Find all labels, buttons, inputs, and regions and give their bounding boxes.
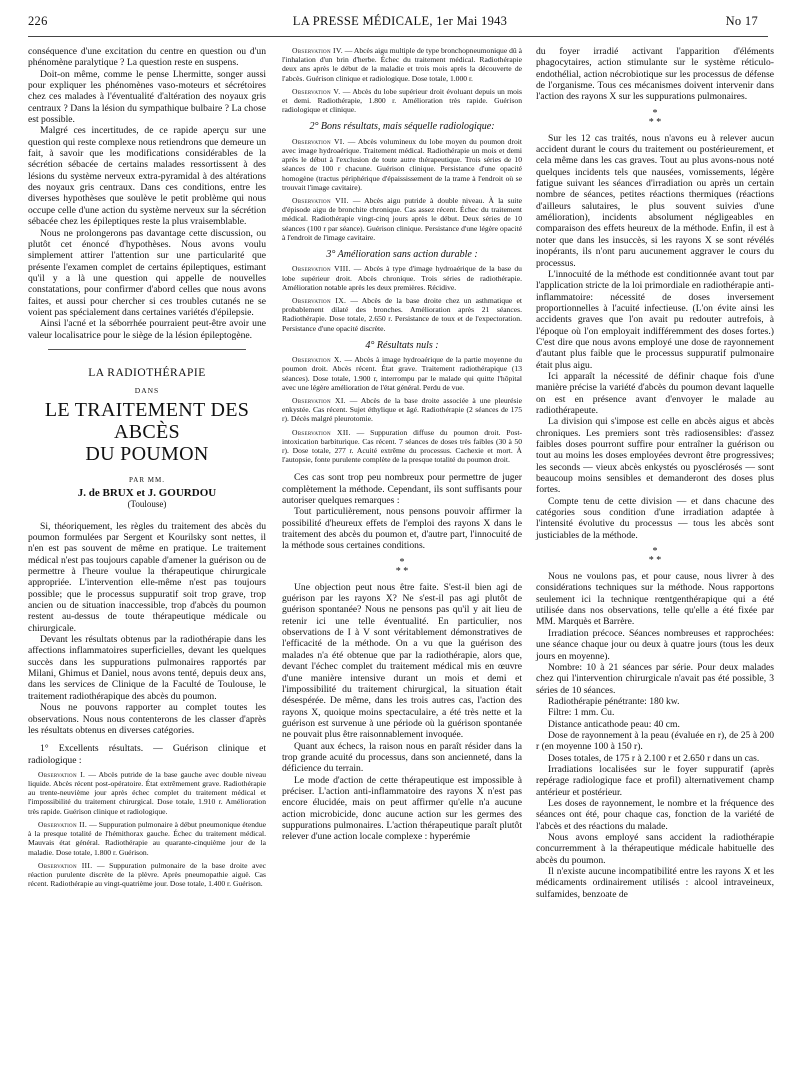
observation-label: Observation VIII. bbox=[292, 264, 351, 274]
observation-text: — Suppuration pulmonaire de la base droite avec réaction purulente discrète de la plèvre. Après pneumopathie aiguë. Cas récent. Radiothérapie au vingt-quatrième jour. Dose totale, 1.400 r. Guérison. bbox=[28, 860, 266, 889]
paragraph: du foyer irradié activant l'apparition d'éléments phagocytaires, action stimulante sur le système réticulo-endothélial, action nécrobiotique sur les processus de défense de l'organisme. Tous ces mécanismes doivent intervenir dans l'action des rayons X sur les suppurations pulmonaires. bbox=[536, 46, 774, 103]
column-1 bbox=[28, 46, 266, 888]
observation-text: — Abcès du lobe supérieur droit évoluant depuis un mois et demi. Radiothérapie, 1.800 r. Amélioration très rapide. Guérison radiologique et clinique. bbox=[282, 86, 522, 115]
paragraph: conséquence d'une excitation du centre en question ou d'un phénomène paralytique ? La question reste en suspens. bbox=[28, 46, 266, 69]
paragraph: Une objection peut nous être faite. S'est-il bien agi de guérison par les rayons X? Ne s'est-il pas agi plutôt de guérison spontanée? Nous ne pensons pas qu'il y ait lieu de retenir ici une telle éventualité. En particulier, nos observations de I à V sont véritablement démonstratives de l'efficacité de la méthode. On a vu que la guérison des malades n'a été obtenue que par la radiothérapie, alors que, devant l'échec complet du traitement médical mis en œuvre d'une manière intensive durant un mois et demi et l'impossibilité du traitement chirurgical, la situation était désespérée. De même, dans les trois autres cas, l'action des rayons X, quoique moins spectaculaire, a été très nette et la guérison est survenue à une période où la guérison spontanée ne pouvait plus être raisonnablement invoquée. bbox=[282, 581, 522, 741]
observation-text: — Abcès de la base droite chez un asthmatique et probablement dilaté des bronches. Amélioration après 21 séances. Radiothérapie. Dose totale, 2.650 r. Persistance de toux et de l'expectoration. Persistance d'une opacité discrète. bbox=[282, 295, 522, 333]
issue-number: No 17 bbox=[725, 14, 758, 28]
observation-label: Observation II. bbox=[38, 819, 88, 829]
section-stars: * * * bbox=[648, 107, 662, 128]
paragraph: Nous ne voulons pas, et pour cause, nous livrer à des considérations techniques sur la méthode. Nous rapportons seulement ici la technique rœntgenthérapique qui a été utilisée dans nos observations, telle qu'elle a été fixée par MM. Marquès et Barrère. bbox=[536, 571, 774, 628]
paragraph: Doses totales, de 175 r à 2.100 r et 2.650 r dans un cas. bbox=[548, 752, 760, 764]
paragraph: Distance anticathode peau: 40 cm. bbox=[548, 718, 680, 730]
observation-label: Observation I. bbox=[38, 769, 86, 779]
observation bbox=[282, 46, 522, 83]
observation-label: Observation VI. bbox=[292, 136, 345, 146]
journal-title: LA PRESSE MÉDICALE, 1er Mai 1943 bbox=[292, 14, 508, 28]
section-heading: 1° Excellents résultats. — Guérison clinique et radiologique : bbox=[28, 743, 266, 766]
paragraph: Sur les 12 cas traités, nous n'avons eu à relever aucun accident durant le cours du traitement ou postérieurement, et cela même dans les cas graves. Tout au plus avons-nous noté quelques incidents tels que nausées, vomissements, légère fatigue suivant les séances d'irradiation ou après un certain nombre de séances, petites réactions thermiques (réactions d'ailleurs salutaires, le plus souvent suivies d'une amélioration), incidents absolument négligeables en comparaison des effets heureux de la méthode. Enfin, il est à noter que dans les insuccès, si les rayons X se sont révélés inopérants, ils n'ont paru aucunement aggraver le cours du processus. bbox=[536, 132, 774, 269]
paragraph: Doit-on même, comme le pense Lhermitte, songer aussi pour expliquer les phénomènes vaso-moteurs et sécrétoires chez ces malades à l'éventualité d'altération des noyaux gris centraux ? Dans la lésion du sympathique bulbaire ? La chose est possible. bbox=[28, 68, 266, 126]
observation bbox=[28, 861, 266, 889]
paragraph: Irradiation précoce. Séances nombreuses et rapprochées: une séance chaque jour ou deux à quatre jours (tous les deux jours en moyenne). bbox=[536, 627, 774, 662]
article-city: (Toulouse) bbox=[127, 499, 167, 510]
paragraph: Ici apparaît la nécessité de définir chaque fois d'une manière précise la variété d'abcès du poumon devant laquelle on est en présence avant d'envoyer le malade au radiothérapeute. bbox=[536, 370, 774, 416]
article-by: PAR MM. bbox=[129, 475, 165, 484]
paragraph: Irradiations localisées sur le foyer suppuratif (après repérage radiologique face et profil) alternativement champ antérieur et postérieur. bbox=[536, 763, 774, 798]
paragraph: L'innocuité de la méthode est conditionnée avant tout par l'application stricte de la loi primordiale en radiothérapie anti-inflammatoire: nécessité de doses inversement proportionnelles à l'acuité infectieuse. (L'on évite ainsi les accidents graves que l'on avait pu redouter autrefois, à l'époque où l'on employait indifféremment des doses fortes.) C'est dire que nous avons employé une dose de rayonnement d'autant plus faible que le processus suppuratif pulmonaire était plus aigu. bbox=[536, 268, 774, 371]
observation bbox=[282, 428, 522, 465]
observation-text: — Abcès putride de la base gauche avec double niveau liquide. Abcès récent post-opératoire. État extrêmement grave. Radiothérapie au trente-neuvième jour après échec complet du traitement médical et l'impossibilité du traitement chirurgical. Dose totale, 1.910 r. Amélioration très rapide. Guérison clinique et radiologique. bbox=[28, 769, 267, 816]
paragraph: Radiothérapie pénétrante: 180 kw. bbox=[548, 695, 680, 707]
paragraph: Nous ne prolongerons pas davantage cette discussion, ou plutôt cet énoncé d'hypothèses. Nous avons voulu simplement attirer l'attention sur une particularité que présente l'examen complet de certains épileptiques, estimant qu'il y a là une question qui appelle de nouvelles constatations, pour confirmer d'abord celles que nous avons faites, et aussi pour chercher si ces troubles cutanés ne se voient pas spécialement dans certaines variétés d'épilepsie. bbox=[28, 227, 266, 318]
paragraph: Dose de rayonnement à la peau (évaluée en r), de 25 à 200 r (en moyenne 100 à 150 r). bbox=[536, 729, 774, 753]
paragraph: Nous avons employé sans accident la radiothérapie concurremment à la thérapeutique médicale habituelle des abcès du poumon. bbox=[536, 832, 774, 866]
paragraph: Quant aux échecs, la raison nous en paraît résider dans la trop grande acuité du processus, dans son ancienneté, dans la déficience du terrain. bbox=[282, 740, 522, 775]
paragraph: La division qui s'impose est celle en abcès aigus et abcès chroniques. Les premiers sont très radiosensibles: d'assez faibles doses pourront suffire pour entraîner la guérison ou tout au moins les doses employées devront être progressives; les seconds — vieux abcès enkystés ou pyosclérosés — sont beaucoup moins sensibles et demanderont des doses plus fortes. bbox=[536, 416, 774, 496]
column-3 bbox=[536, 46, 774, 900]
observation-label: Observation X. bbox=[292, 355, 342, 365]
observation-label: Observation III. bbox=[38, 860, 93, 870]
observation bbox=[282, 87, 522, 115]
observation bbox=[282, 396, 522, 424]
paragraph: Nombre: 10 à 21 séances par série. Pour deux malades chez qui l'intervention chirurgicale n'avait pas été possible, 3 séries de 10 séances. bbox=[536, 661, 774, 696]
observation-label: Observation VII. bbox=[292, 195, 349, 205]
page-number: 226 bbox=[28, 14, 48, 28]
article-authors: J. de BRUX et J. GOURDOU bbox=[77, 486, 217, 499]
observation bbox=[28, 820, 266, 857]
observation bbox=[282, 196, 522, 242]
paragraph: Devant les résultats obtenus par la radiothérapie dans les affections inflammatoires superficielles, devant les quelques succès dans les suppurations pulmonaires rapportés par Milani, Ghimus et Daniel, nous avons tenté, depuis deux ans, dans les services de Clinique de la Faculté de Toulouse, le traitement radiothérapique des abcès du poumon. bbox=[28, 634, 266, 702]
paragraph: Compte tenu de cette division — et dans chacune des catégories sous condition d'une irradiation adaptée à l'intensité évolutive du processus — tous les abcès sont justiciables de la méthode. bbox=[536, 495, 774, 541]
paragraph: Ainsi l'acné et la séborrhée pourraient peut-être avoir une valeur localisatrice pour le siège de la lésion épileptogène. bbox=[28, 318, 266, 341]
observation-label: Observation V. bbox=[292, 86, 341, 96]
article-title-line2: DU POUMON bbox=[85, 442, 209, 465]
paragraph: Ces cas sont trop peu nombreux pour permettre de juger complètement la méthode. Cependant, ils sont suffisants pour autoriser quelques remarques : bbox=[282, 472, 522, 507]
observation bbox=[282, 355, 522, 392]
section-stars: * * * bbox=[395, 556, 409, 577]
paragraph: Il n'existe aucune incompatibilité entre les rayons X et les médicaments ordinairement utilisés : alcool intraveineux, sulfamides, benzoate de bbox=[536, 866, 774, 900]
section-heading: 2° Bons résultats, mais séquelle radiologique: bbox=[309, 121, 495, 133]
observation bbox=[282, 296, 522, 333]
section-heading: 3° Amélioration sans action durable : bbox=[326, 249, 478, 260]
observation-text: — Abcès aigu multiple de type bronchopneumonique dû à l'inhalation d'un brin d'herbe. Échec du traitement médical. Radiothérapie deux ans après le début de la maladie et trois mois après la découverte de l'abcès. Guérison clinique et radiologique. Dose totale, 1.000 r. bbox=[282, 46, 522, 83]
observation-text: — Abcès aigu putride à double niveau. À la suite d'épisode aigu de bronchite chronique. Cas assez récent. Échec du traitement médical. Radiothérapie vingt-cinq jours après le début. Deux séries de 10 séances (100 r par séance). Guérison clinique. Persistance d'une légère opacité à l'endroit de l'image cavitaire. bbox=[282, 195, 522, 242]
observation-text: — Abcès volumineux du lobe moyen du poumon droit avec image hydroaérique. Traitement médical. Radiothérapie un mois et demi après le début à l'exclusion de toute autre thérapeutique. Trois séries de 10 séances de 100 r chacune. Guérison clinique. Persistance d'une opacité homogène (tractus périphérique d'épaississement de la trame à l'endroit où se trouvait l'image cavitaire). bbox=[282, 136, 522, 192]
article-separator bbox=[48, 349, 246, 350]
observation-label: Observation IX. bbox=[292, 295, 347, 305]
paragraph: Filtre: 1 mm. Cu. bbox=[548, 707, 615, 719]
page-header bbox=[0, 14, 800, 32]
observation bbox=[28, 770, 266, 816]
section-stars: * * * bbox=[648, 546, 662, 567]
header-rule bbox=[28, 36, 768, 37]
observation-text: — Abcès à image hydroaérique de la partie moyenne du poumon droit. Abcès récent. État grave. Traitement radiothérapique (13 séances). Dose totale, 1.900 r, interrompu par le malade qui quitte l'hôpital avec une légère amélioration de l'état général. Perdu de vue. bbox=[282, 355, 522, 392]
paragraph: Nous ne pouvons rapporter au complet toutes les observations. Nous nous contenterons de les classer d'après les résultats obtenus en diverses catégories. bbox=[28, 702, 266, 736]
article-dans: DANS bbox=[134, 386, 160, 396]
observation bbox=[282, 264, 522, 292]
paragraph: Tout particulièrement, nous pensons pouvoir affirmer la possibilité d'heureux effets de l'emploi des rayons X dans le traitement des abcès du poumon et, d'autre part, l'innocuité de la méthode sous certaines conditions. bbox=[282, 506, 522, 552]
paragraph: Le mode d'action de cette thérapeutique est impossible à préciser. L'action anti-inflammatoire des rayons X n'est pas encore élucidée, mais on peut affirmer qu'elle n'a aucune action microbicide, donc aucune action sur les germes des suppurations pulmonaires. L'action thérapeutique paraît plutôt relever d'une action locale complexe : hyperémie bbox=[282, 774, 522, 843]
article-title-line1: LE TRAITEMENT DES ABCÈS bbox=[44, 398, 250, 443]
observation-label: Observation XII. bbox=[292, 427, 351, 437]
observation-label: Observation IV. bbox=[292, 46, 343, 55]
column-2 bbox=[282, 46, 522, 843]
observation-label: Observation XI. bbox=[292, 395, 346, 405]
section-heading: 4° Résultats nuls : bbox=[365, 339, 439, 351]
paragraph: Les doses de rayonnement, le nombre et la fréquence des séances ont été, pour chaque cas, fonction de la variété de l'abcès et des réactions du malade. bbox=[536, 797, 774, 832]
paragraph: Malgré ces incertitudes, de ce rapide aperçu sur une question qui reste complexe nous retiendrons que demeure un fait, à savoir que les modifications considérables de la sécrétion sébacée de certains malades ressortissent à des lésions du système nerveux extra-pyramidal à des altérations des noyaux gris centraux. Dans ces conditions, entre les diverses hypothèses que soulève le petit problème qui nous occupe celle d'une action du système nerveux sur la sécrétion sébacée chez les épileptiques reste la plus vraisemblable. bbox=[28, 125, 266, 228]
observation-text: — Suppuration pulmonaire à début pneumonique étendue à la presque totalité de l'hémithorax gauche. Échec du traitement médical. Mauvais état général. Radiothérapie au quarante-cinquième jour de la maladie. Dose totale, 1.800 r. Guérison. bbox=[28, 819, 266, 857]
paragraph: Si, théoriquement, les règles du traitement des abcès du poumon formulées par Sergent et Kourilsky sont nettes, il n'en est pas souvent de même en pratique. Le traitement médical n'est pas toujours capable d'amener la guérison ou de permettre à l'heure voulue la thérapeutique chirurgicale appropriée. L'intervention elle-même n'est pas toujours possible; que le processus suppuratif soit trop grave, trop ancien ou de situation inaccessible, trop d'abcès du poumon restent au-dessus de toute thérapeutique médicale ou chirurgicale. bbox=[28, 520, 266, 634]
observation-text: — Abcès de la base droite associée à une pleurésie enkystée. Cas récent. Sujet éthylique et âgé. Radiothérapie (2 séances de 175 r). Décès malgré pleurotomie. bbox=[282, 395, 522, 424]
observation-text: — Suppuration diffuse du poumon droit. Post-intoxication barbiturique. Cas récent. 7 séances de doses très faibles (30 à 50 r). Dose totale, 277 r. Acuité extrême du processus. Cachexie et mort. À l'autopsie, fonte purulente complète de la presque totalité du poumon droit. bbox=[282, 427, 522, 465]
observation bbox=[282, 137, 522, 192]
observation-text: — Abcès à type d'image hydroaérique de la base du lobe supérieur droit. Abcès chronique. Trois séries de radiothérapie. Amélioration notable après les deux premières. Récidive. bbox=[282, 264, 522, 292]
article-kicker: LA RADIOTHÉRAPIE bbox=[88, 366, 206, 379]
